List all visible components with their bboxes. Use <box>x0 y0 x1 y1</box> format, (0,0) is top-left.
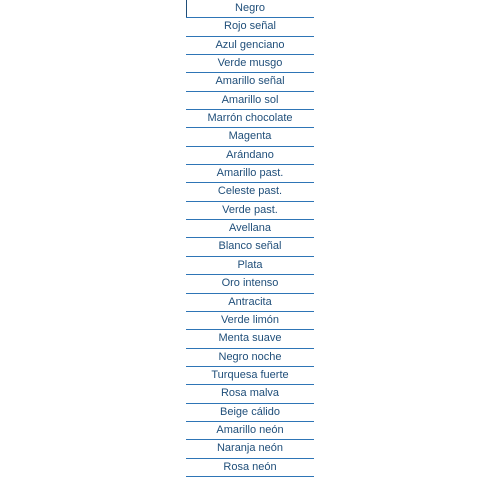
color-list-item[interactable]: Oro intenso <box>186 275 314 293</box>
color-list-item[interactable]: Rosa malva <box>186 385 314 403</box>
color-list-item[interactable]: Amarillo neón <box>186 422 314 440</box>
color-list-item[interactable]: Plata <box>186 257 314 275</box>
color-list-item[interactable]: Avellana <box>186 220 314 238</box>
color-list-item[interactable]: Amarillo past. <box>186 165 314 183</box>
color-list-item[interactable]: Marrón chocolate <box>186 110 314 128</box>
color-list-item[interactable]: Beige cálido <box>186 404 314 422</box>
color-list-item[interactable]: Azul genciano <box>186 37 314 55</box>
color-list-item[interactable]: Turquesa fuerte <box>186 367 314 385</box>
color-list-item[interactable]: Antracita <box>186 294 314 312</box>
color-list-item[interactable]: Arándano <box>186 147 314 165</box>
color-list-item[interactable]: Celeste past. <box>186 183 314 201</box>
color-list <box>186 0 314 477</box>
color-list-item[interactable]: Amarillo sol <box>186 92 314 110</box>
color-list-item[interactable]: Rojo señal <box>186 18 314 36</box>
color-list-item[interactable]: Negro noche <box>186 349 314 367</box>
color-list-item[interactable]: Negro <box>186 0 314 18</box>
color-list-item[interactable]: Verde limón <box>186 312 314 330</box>
color-list-item[interactable]: Magenta <box>186 128 314 146</box>
color-list-item[interactable]: Verde musgo <box>186 55 314 73</box>
color-list-item[interactable]: Blanco señal <box>186 238 314 256</box>
color-list-item[interactable]: Verde past. <box>186 202 314 220</box>
color-list-item[interactable]: Rosa neón <box>186 459 314 477</box>
color-list-item[interactable]: Amarillo señal <box>186 73 314 91</box>
cell-cursor <box>186 0 187 17</box>
color-list-item[interactable]: Naranja neón <box>186 440 314 458</box>
color-list-item[interactable]: Menta suave <box>186 330 314 348</box>
